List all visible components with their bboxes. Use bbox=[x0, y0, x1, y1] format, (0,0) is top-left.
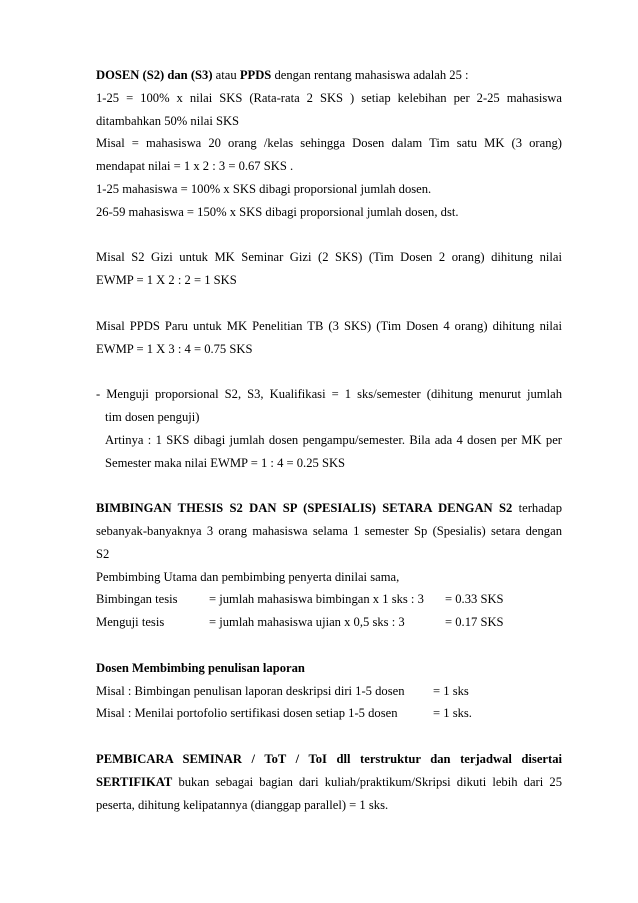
text-line: ditambahkan 50% nilai SKS bbox=[96, 113, 240, 128]
document-body bbox=[96, 64, 562, 816]
spacer bbox=[96, 292, 562, 315]
spacer bbox=[96, 474, 562, 497]
text-line: Misal PPDS Paru untuk MK Penelitian TB (3 SKS) (Tim Dosen 4 orang) dihitung nilai bbox=[96, 318, 562, 333]
row-label: Misal : Menilai portofolio sertifikasi dosen setiap 1-5 dosen bbox=[96, 706, 398, 721]
text-line: mendapat nilai = 1 x 2 : 3 = 0.67 SKS . bbox=[96, 159, 294, 174]
paragraph-s2-gizi bbox=[96, 246, 562, 292]
spacer bbox=[96, 634, 562, 657]
tesis-row bbox=[96, 611, 562, 634]
text-line: S2 bbox=[96, 546, 110, 561]
text-line: sebanyak-banyaknya 3 orang mahasiswa selama 1 semester Sp (Spesialis) setara dengan bbox=[96, 523, 562, 538]
row-result: = 0.17 SKS bbox=[445, 615, 504, 630]
text-line: EWMP = 1 X 2 : 2 = 1 SKS bbox=[96, 273, 237, 288]
text-line bbox=[96, 748, 562, 771]
spacer bbox=[96, 725, 562, 748]
paragraph-menguji bbox=[96, 383, 562, 474]
bold-term: PPDS bbox=[239, 68, 272, 82]
row-label: Misal : Bimbingan penulisan laporan deskripsi diri 1-5 dosen bbox=[96, 683, 405, 698]
text-span: bukan sebagai bagian dari kuliah/praktikum/Skripsi dikuti lebih dari 25 bbox=[172, 774, 562, 789]
paragraph-ppds-paru bbox=[96, 315, 562, 361]
spacer bbox=[96, 224, 562, 247]
paragraph-dosen-s2-s3 bbox=[96, 64, 562, 224]
row-result: = 1 sks. bbox=[433, 706, 472, 721]
text-line: EWMP = 1 X 3 : 4 = 0.75 SKS bbox=[96, 341, 253, 356]
text-line: Semester maka nilai EWMP = 1 : 4 = 0.25 SKS bbox=[105, 455, 346, 470]
text-line bbox=[96, 497, 562, 520]
bold-heading: Dosen Membimbing penulisan laporan bbox=[96, 660, 305, 675]
text-span: terhadap bbox=[512, 501, 562, 516]
spacer bbox=[96, 360, 562, 383]
laporan-row bbox=[96, 680, 562, 703]
text-line: Artinya : 1 SKS dibagi jumlah dosen pengampu/semester. Bila ada 4 dosen per MK per bbox=[105, 432, 562, 447]
text-line bbox=[96, 657, 562, 680]
paragraph-pembicara-seminar bbox=[96, 748, 562, 816]
text-line: 26-59 mahasiswa = 150% x SKS dibagi proporsional jumlah dosen, dst. bbox=[96, 204, 459, 219]
tesis-row bbox=[96, 588, 562, 611]
text-span: atau bbox=[212, 68, 240, 82]
row-result: = 0.33 SKS bbox=[445, 592, 504, 607]
bold-term: DOSEN (S2) dan (S3) bbox=[96, 68, 213, 82]
laporan-row bbox=[96, 702, 562, 725]
bold-term: SERTIFIKAT bbox=[96, 774, 173, 789]
text-line: peserta, dihitung kelipatannya (dianggap parallel) = 1 sks. bbox=[96, 797, 389, 812]
text-line: Misal = mahasiswa 20 orang /kelas sehingga Dosen dalam Tim satu MK (3 orang) bbox=[96, 136, 562, 151]
text-line: Pembimbing Utama dan pembimbing penyerta dinilai sama, bbox=[96, 569, 400, 584]
bold-heading: BIMBINGAN THESIS S2 DAN SP (SPESIALIS) SETARA DENGAN S2 bbox=[96, 501, 513, 516]
text-line: 1-25 mahasiswa = 100% x SKS dibagi proporsional jumlah dosen. bbox=[96, 181, 432, 196]
text-line: - Menguji proporsional S2, S3, Kualifikasi = 1 sks/semester (dihitung menurut jumlah bbox=[96, 387, 562, 402]
row-label: Menguji tesis bbox=[96, 615, 165, 630]
text-line bbox=[96, 771, 562, 794]
text-line: Misal S2 Gizi untuk MK Seminar Gizi (2 SKS) (Tim Dosen 2 orang) dihitung nilai bbox=[96, 250, 562, 265]
row-formula: = jumlah mahasiswa ujian x 0,5 sks : 3 bbox=[209, 615, 405, 630]
row-formula: = jumlah mahasiswa bimbingan x 1 sks : 3 bbox=[209, 592, 424, 607]
row-result: = 1 sks bbox=[433, 683, 469, 698]
bold-heading: PEMBICARA SEMINAR / ToT / ToI dll terstruktur dan terjadwal disertai bbox=[96, 751, 562, 766]
paragraph-penulisan-laporan bbox=[96, 657, 562, 725]
paragraph-bimbingan-thesis bbox=[96, 497, 562, 634]
text-line: tim dosen penguji) bbox=[105, 409, 200, 424]
text-span: dengan rentang mahasiswa adalah 25 : bbox=[271, 68, 469, 82]
text-line: 1-25 = 100% x nilai SKS (Rata-rata 2 SKS ) setiap kelebihan per 2-25 mahasiswa bbox=[96, 90, 562, 105]
text-line bbox=[96, 64, 562, 87]
row-label: Bimbingan tesis bbox=[96, 592, 178, 607]
